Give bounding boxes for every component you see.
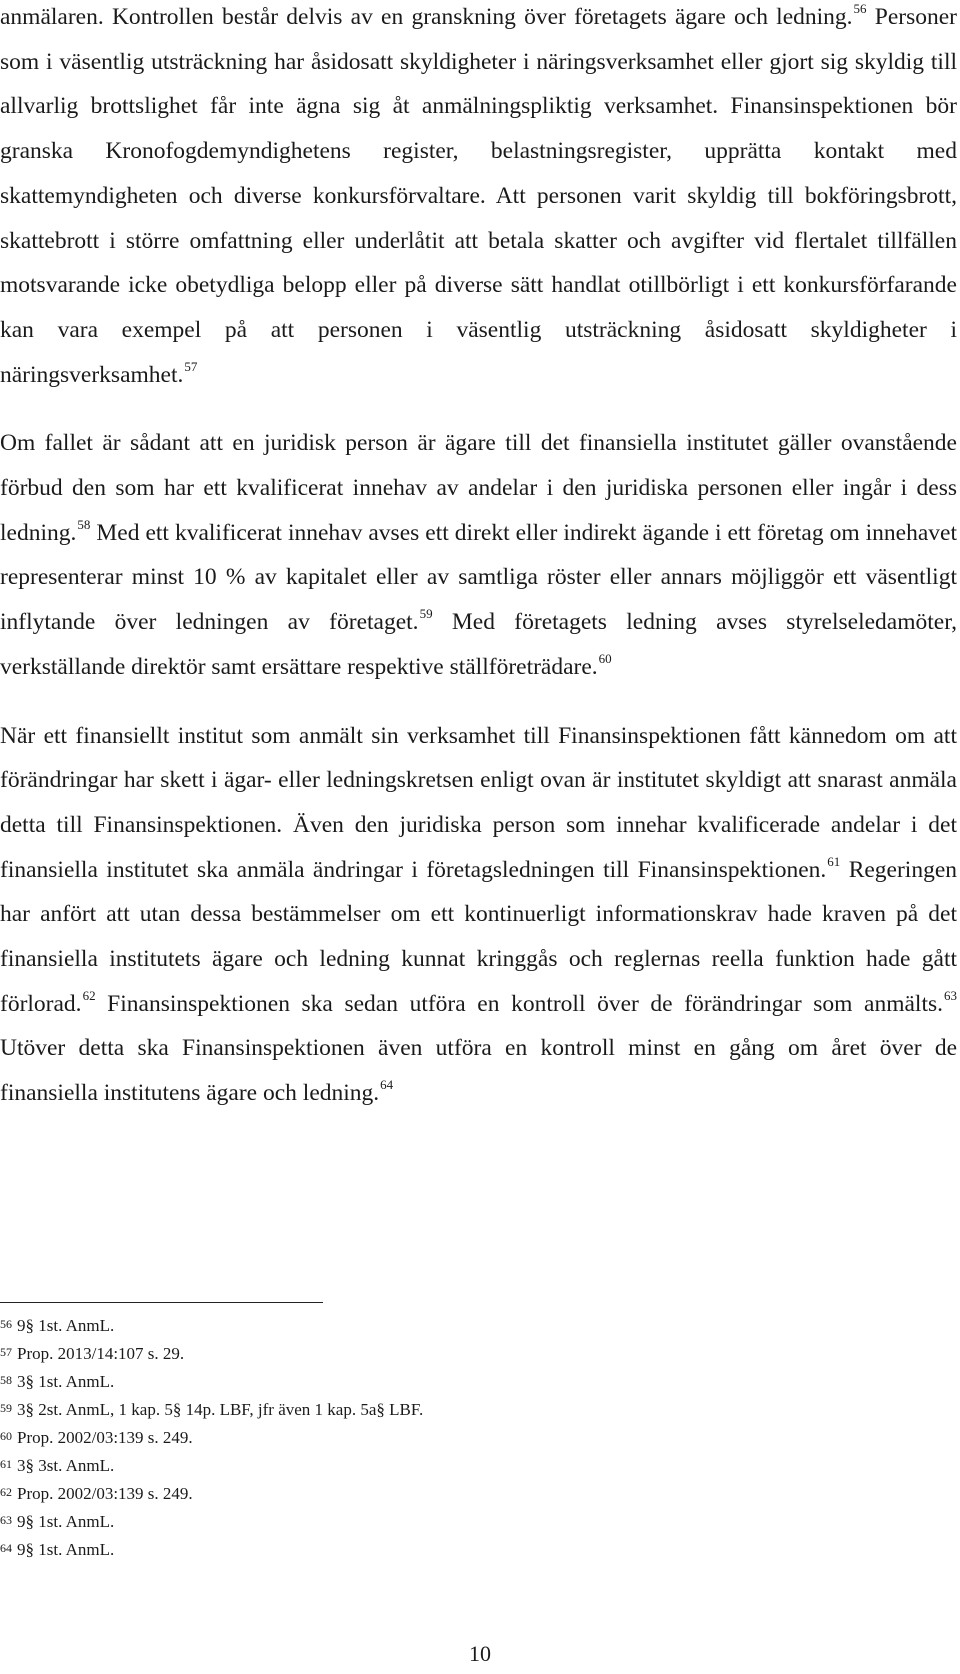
footnote-number: 58 [0, 1373, 12, 1387]
text-segment: Finansinspektionen ska sedan utföra en kontroll över de förändringar som anmälts. [107, 990, 944, 1017]
footnote-text: Prop. 2013/14:107 s. 29. [17, 1344, 185, 1363]
footnote [0, 1339, 700, 1367]
footnote-text: 3§ 3st. AnmL. [17, 1456, 115, 1475]
page-number: 10 [469, 1641, 491, 1666]
footnote-text: 3§ 1st. AnmL. [17, 1372, 115, 1391]
footnotes [0, 1311, 700, 1563]
footnote-text: 3§ 2st. AnmL, 1 kap. 5§ 14p. LBF, jfr även 1 kap. 5a§ LBF. [17, 1400, 424, 1419]
footnote [0, 1451, 700, 1479]
footnote-number: 63 [0, 1513, 12, 1527]
paragraph-1 [0, 0, 957, 397]
footnote [0, 1423, 700, 1451]
paragraph-3 [0, 714, 957, 1116]
text-segment: Utöver detta ska Finansinspektionen även utföra en kontroll minst en gång om året över de finansiella institutens ägare och ledning. [0, 1035, 957, 1107]
footnote-number: 56 [0, 1317, 12, 1331]
footnote-ref[interactable]: 64 [380, 1077, 394, 1093]
footnote [0, 1535, 700, 1563]
footnote-ref[interactable]: 57 [184, 358, 198, 374]
paragraph-2 [0, 421, 957, 689]
text-segment: Regeringen har anfört att utan dessa bestämmelser om ett kontinuerligt informationskrav hade kraven på det finansiella institutets ägare och ledning kunnat kringgås och reglernas reella funktion hade gått förlorad. [0, 856, 958, 1017]
footnote [0, 1395, 700, 1423]
footnote-number: 64 [0, 1541, 12, 1555]
footnote [0, 1479, 700, 1507]
text-segment: Om fallet är sådant att en juridisk person är ägare till det finansiella institutet gäller ovanstående förbud den som har ett kvalificerat innehav av andelar i den juridiska personen eller ingår i dess ledning. [0, 430, 957, 546]
footnote-ref[interactable]: 59 [419, 606, 433, 622]
footnote-text: 9§ 1st. AnmL. [17, 1316, 115, 1335]
text-segment: När ett finansiellt institut som anmält sin verksamhet till Finansinspektionen fått kännedom om att förändringar har skett i ägar- eller ledningskretsen enligt ovan är institutet skyldigt att snarast anmäla detta till Finansinspektionen. Även den juridiska person som innehar kvalificerade andelar i det finansiella institutet ska anmäla ändringar i företagsledningen till Finansinspektionen. [0, 722, 957, 883]
text-segment: Med företagets ledning avses styrelseledamöter, verkställande direktör samt ersättare respektive ställföreträdare. [0, 609, 957, 680]
footnote-number: 62 [0, 1485, 12, 1499]
footnote [0, 1367, 700, 1395]
text-segment: anmälaren. Kontrollen består delvis av en granskning över företagets ägare och ledning. [0, 4, 853, 30]
footnote-ref[interactable]: 61 [827, 853, 841, 869]
text-segment: Personer som i väsentlig utsträckning har åsidosatt skyldigheter i näringsverksamhet eller gjort sig skyldig till allvarlig brottslighet får inte ägna sig åt anmälningspliktig verksamhet. Finansinspektionen bör granska Kronofogdemyndighetens register, belastningsregister, upprätta kontakt med skattemyndigheten och diverse konkursförvaltare. Att personen varit skyldig till bokföringsbrott, skattebrott i större omfattning eller underlåtit att betala skatter och avgifter vid flertalet tillfällen motsvarande icke obetydliga belopp eller på diverse sätt handlat otillbörligt i ett konkursförfarande kan vara exempel på att personen i väsentlig utsträckning åsidosatt skyldigheter i näringsverksamhet. [0, 4, 957, 388]
footnote-ref[interactable]: 60 [598, 650, 612, 666]
footnote-ref[interactable]: 56 [853, 1, 867, 16]
footnote-ref[interactable]: 62 [82, 987, 96, 1003]
footnote-text: Prop. 2002/03:139 s. 249. [17, 1484, 193, 1503]
footnote-text: Prop. 2002/03:139 s. 249. [17, 1428, 193, 1447]
footnote-number: 59 [0, 1401, 12, 1415]
footnote [0, 1507, 700, 1535]
footnote-ref[interactable]: 63 [944, 987, 958, 1003]
text-segment: Med ett kvalificerat innehav avses ett direkt eller indirekt ägande i ett företag om innehavet representerar minst 10 % av kapitalet eller av samtliga röster eller annars möjliggör ett väsentligt inflytande över ledningen av företaget. [0, 519, 958, 636]
footnote-ref[interactable]: 58 [77, 516, 91, 532]
footnote-text: 9§ 1st. AnmL. [17, 1512, 115, 1531]
footnote [0, 1311, 700, 1339]
footnote-number: 61 [0, 1457, 12, 1471]
footnote-text: 9§ 1st. AnmL. [17, 1540, 115, 1559]
footnote-number: 60 [0, 1429, 12, 1443]
footnote-number: 57 [0, 1345, 12, 1359]
footnote-separator [0, 1302, 323, 1303]
